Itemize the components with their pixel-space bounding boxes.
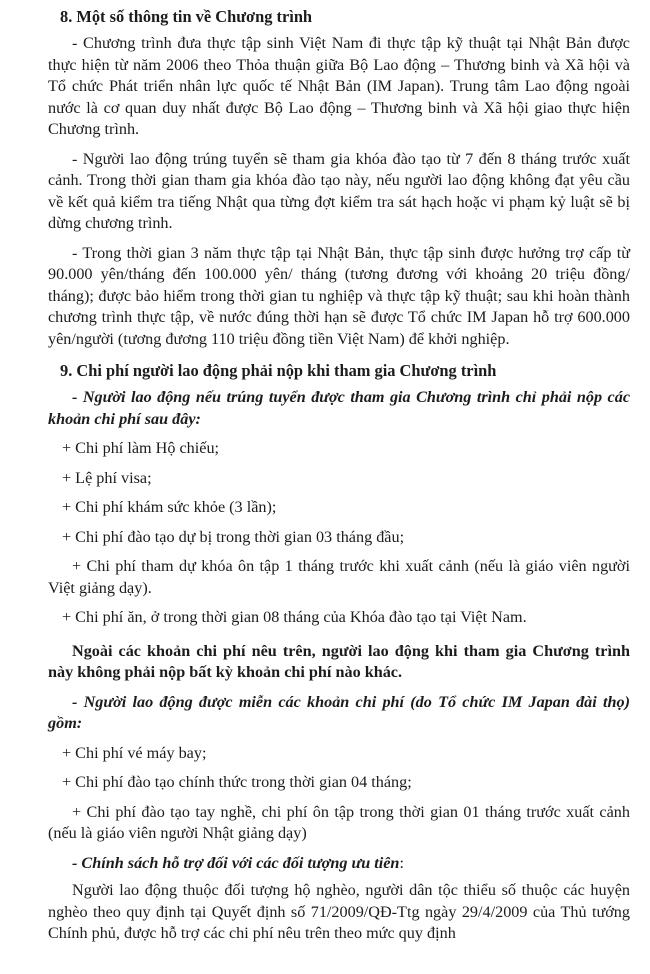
section-9-intro: - Người lao động nếu trúng tuyển được tham gia Chương trình chỉ phải nộp các khoản chi phí sau đây: [48,388,630,428]
exempt-item: + Chi phí vé máy bay; [62,743,207,762]
section-8-paragraph-1: - Chương trình đưa thực tập sinh Việt Nam đi thực tập kỹ thuật tại Nhật Bản được thực hiện từ năm 2006 theo Thỏa thuận giữa Bộ Lao động – Thương binh và Xã hội và Tổ chức Phát triển nhân lực quốc tế Nhật Bản (IM Japan). Trung tâm Lao động ngoài nước là cơ quan duy nhất được Bộ Lao động – Thương binh và Xã hội giao thực hiện Chương trình. [48,34,630,138]
exempt-item: + Chi phí đào tạo chính thức trong thời gian 04 tháng; [62,773,412,791]
cost-item: + Chi phí đào tạo dự bị trong thời gian 03 tháng đầu; [62,527,405,546]
cost-item: + Chi phí ăn, ở trong thời gian 08 tháng của Khóa đào tạo tại Việt Nam. [62,608,527,626]
cost-item: + Chi phí tham dự khóa ôn tập 1 tháng trước khi xuất cảnh (nếu là giáo viên người Việt giảng dạy). [48,557,630,597]
exempt-intro: - Người lao động được miễn các khoản chi phí (do Tổ chức IM Japan đài thọ) gồm: [48,692,630,732]
priority-policy-heading [48,853,630,875]
exempt-item: + Chi phí đào tạo tay nghề, chi phí ôn tập trong thời gian 01 tháng trước xuất cảnh (nếu là giáo viên người Nhật giảng dạy) [48,802,630,842]
priority-policy-title: - Chính sách hỗ trợ đối với các đối tượng ưu tiên [72,853,400,872]
section-8-heading: 8. Một số thông tin về Chương trình [60,7,313,26]
section-8-paragraph-2: - Người lao động trúng tuyển sẽ tham gia khóa đào tạo từ 7 đến 8 tháng trước xuất cảnh. Trong thời gian tham gia khóa đào tạo này, nếu người lao động không đạt yêu cầu về kết quả kiểm tra tiếng Nhật qua từng đợt kiểm tra sát hạch hoặc vi phạm kỷ luật sẽ bị dừng chương trình. [48,149,630,232]
priority-policy-colon: : [399,853,404,872]
cost-item: + Chi phí khám sức khỏe (3 lần); [62,498,277,516]
section-9-heading: 9. Chi phí người lao động phải nộp khi tham gia Chương trình [60,361,497,380]
priority-policy-text: Người lao động thuộc đối tượng hộ nghèo, người dân tộc thiểu số thuộc các huyện nghèo theo quy định tại Quyết định số 71/2009/QĐ-Ttg ngày 29/4/2009 của Thủ tướng Chính phủ, được hỗ trợ các chi phí nêu trên theo mức quy định [48,881,630,942]
cost-item: + Lệ phí visa; [62,468,152,487]
cost-item: + Chi phí làm Hộ chiếu; [62,439,220,457]
no-other-fees-note: Ngoài các khoản chi phí nêu trên, người lao động khi tham gia Chương trình này không phải nộp bất kỳ khoản chi phí nào khác. [48,641,630,681]
section-8-paragraph-3: - Trong thời gian 3 năm thực tập tại Nhật Bản, thực tập sinh được hưởng trợ cấp từ 90.000 yên/tháng đến 100.000 yên/ tháng (tương đương với khoảng 20 triệu đồng/ tháng); được bảo hiểm trong thời gian tu nghiệp và thực tập kỹ thuật; sau khi hoàn thành chương trình thực tập, về nước đúng thời hạn sẽ được Tổ chức IM Japan hỗ trợ 600.000 yên/người (tương đương 110 triệu đồng tiền Việt Nam) để khởi nghiệp. [48,243,630,348]
